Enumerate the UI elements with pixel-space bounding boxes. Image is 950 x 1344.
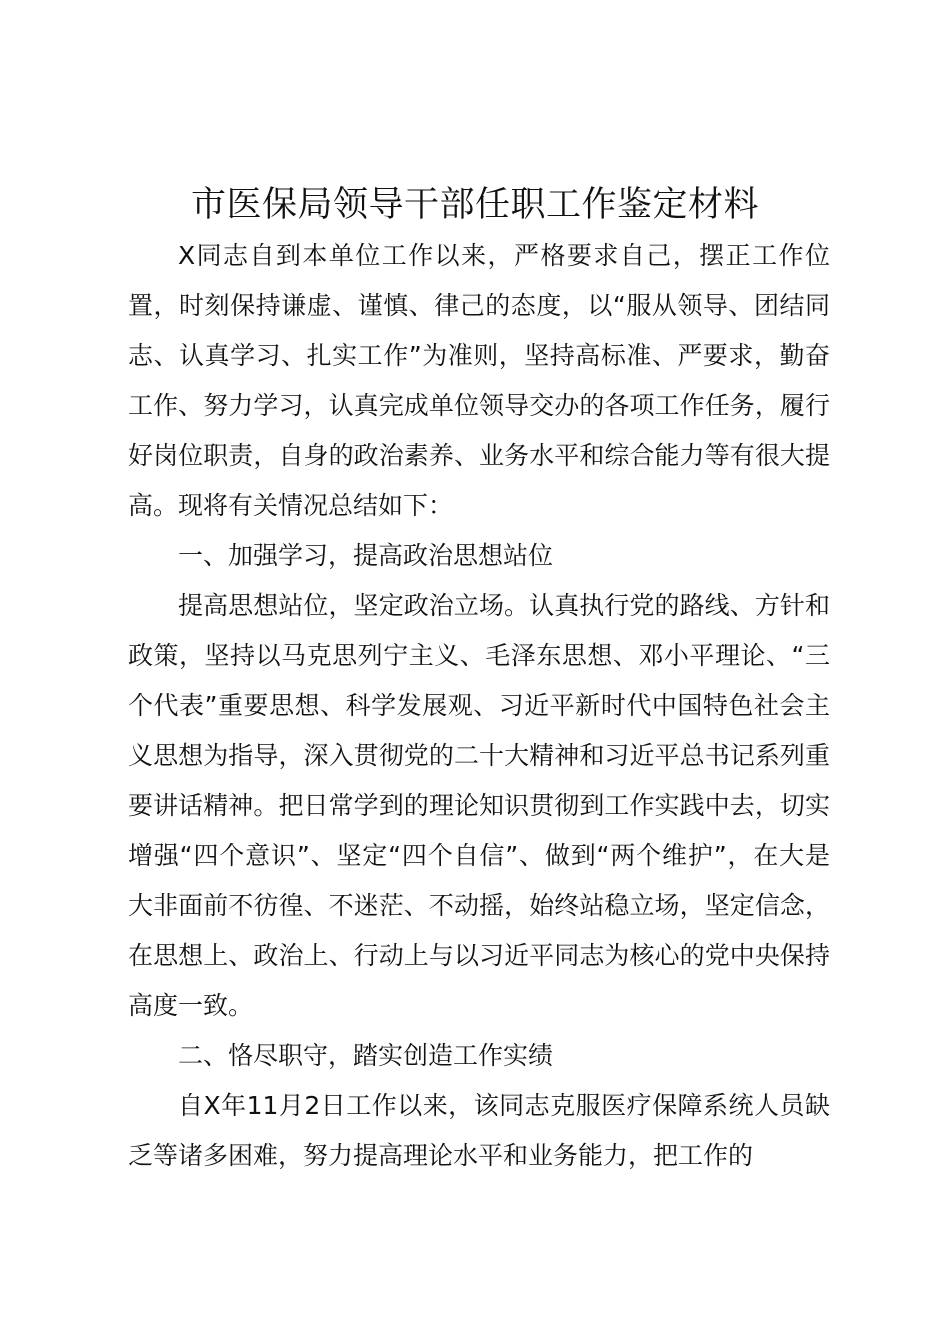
intro-paragraph: X同志自到本单位工作以来，严格要求自己，摆正工作位置，时刻保持谦虚、谨慎、律己的态度，以“服从领导、团结同志、认真学习、扎实工作”为准则，坚持高标准、严要求，勤奋工作、努力学习，认真完成单位领导交办的各项工作任务，履行好岗位职责，自身的政治素养、业务水平和综合能力等有很大提高。现将有关情况总结如下： bbox=[128, 241, 830, 520]
section-heading-2: 二、恪尽职守，踏实创造工作实绩 bbox=[178, 1041, 554, 1070]
document-body bbox=[128, 231, 830, 1181]
section-2-paragraph: 自X年11月2日工作以来，该同志克服医疗保障系统人员缺乏等诸多困难，努力提高理论水平和业务能力，把工作的 bbox=[128, 1091, 830, 1170]
document-title: 市医保局领导干部任职工作鉴定材料 bbox=[190, 185, 759, 225]
section-1-paragraph: 提高思想站位，坚定政治立场。认真执行党的路线、方针和政策，坚持以马克思列宁主义、毛泽东思想、邓小平理论、“三个代表”重要思想、科学发展观、习近平新时代中国特色社会主义思想为指导，深入贯彻党的二十大精神和习近平总书记系列重要讲话精神。把日常学到的理论知识贯彻到工作实践中去，切实增强“四个意识”、坚定“四个自信”、做到“两个维护”，在大是大非面前不彷徨、不迷茫、不动摇，始终站稳立场，坚定信念，在思想上、政治上、行动上与以习近平同志为核心的党中央保持高度一致。 bbox=[128, 591, 830, 1020]
section-heading-1: 一、加强学习，提高政治思想站位 bbox=[178, 541, 554, 570]
